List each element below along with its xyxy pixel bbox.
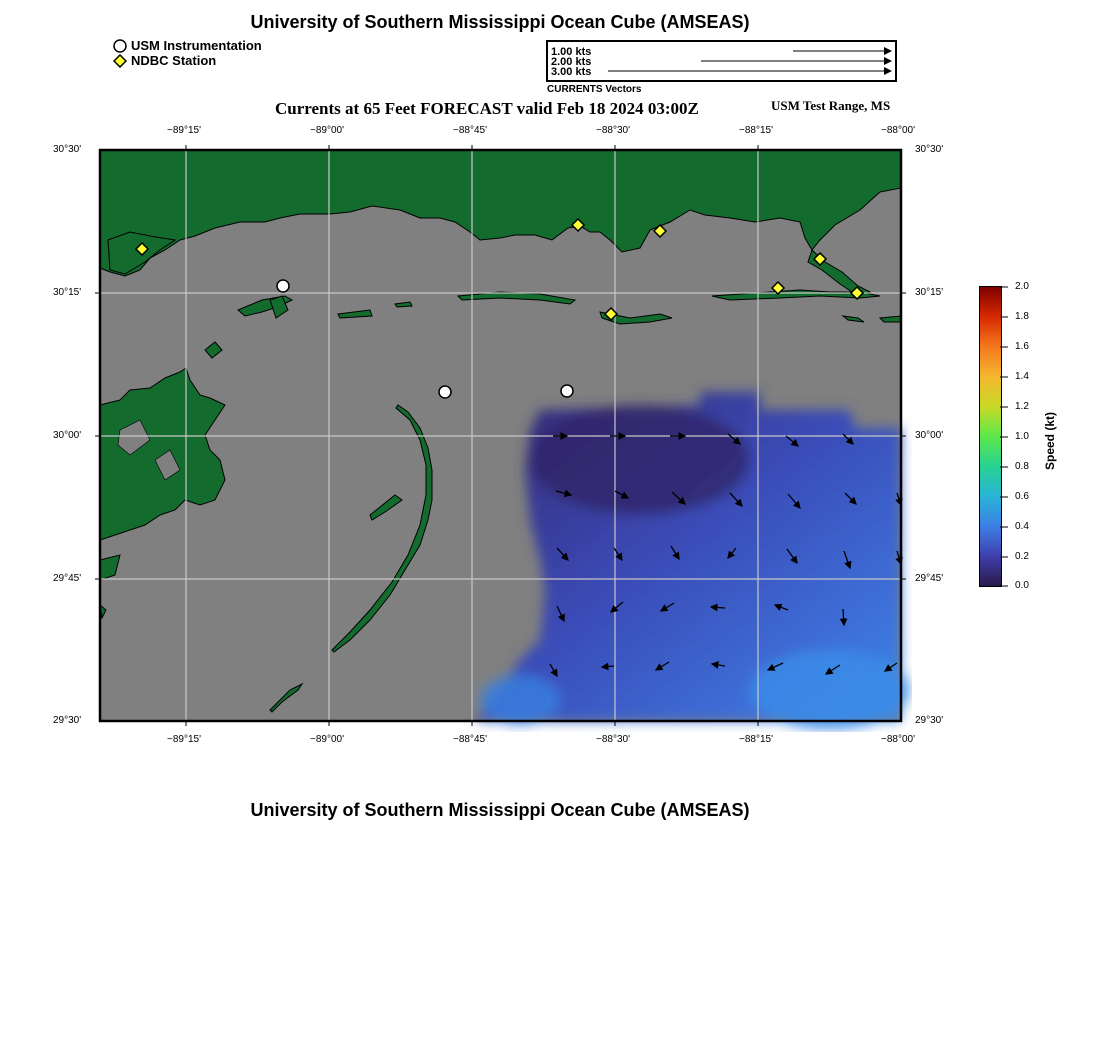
lat-label-left-2: 30°15' [53,287,82,298]
lat-label-right-2: 30°15' [915,287,944,298]
vector-legend-row-2: 2.00 kts [551,56,592,68]
colorbar-tick: 1.8 [1015,311,1029,322]
lon-label-bottom-3: −88°45' [453,734,487,745]
legend-ndbc [113,53,216,68]
colorbar-tick: 1.2 [1015,401,1029,412]
current-speed-field [475,392,910,730]
lat-label-left-5: 29°30' [53,715,82,726]
lon-label-bottom-4: −88°30' [596,734,630,745]
map-subtitle: Currents at 65 Feet FORECAST valid Feb 18 2024 03:00Z [275,99,699,118]
lon-label-top-2: −89°00' [310,125,344,136]
lon-label-bottom-2: −89°00' [310,734,344,745]
lon-label-top-5: −88°15' [739,125,773,136]
colorbar-tick: 0.2 [1015,551,1029,562]
vector-legend-box [546,40,897,82]
lon-label-top-3: −88°45' [453,125,487,136]
lat-label-left-3: 30°00' [53,430,82,441]
vector-legend-row-3: 3.00 kts [551,66,592,78]
usm-station-marker[interactable] [439,386,451,398]
region-label: USM Test Range, MS [771,98,891,113]
lat-label-right-3: 30°00' [915,430,944,441]
legend-usm [113,38,262,53]
vector-legend-row-1: 1.00 kts [551,46,592,58]
yellow-diamond-icon [113,54,127,68]
colorbar-tick: 0.6 [1015,491,1029,502]
lat-label-right-1: 30°30' [915,144,944,155]
footer-title: University of Southern Mississippi Ocean Cube (AMSEAS) [250,800,750,820]
vector-legend-arrows [548,42,895,80]
usm-station-marker[interactable] [277,280,289,292]
lat-label-right-4: 29°45' [915,573,944,584]
colorbar-tick: 1.6 [1015,341,1029,352]
colorbar-tick: 1.0 [1015,431,1029,442]
white-circle-icon [113,39,127,53]
colorbar-tick: 0.8 [1015,461,1029,472]
lon-label-bottom-1: −89°15' [167,734,201,745]
colorbar-tick-marks [1000,286,1012,587]
colorbar-tick: 1.4 [1015,371,1029,382]
colorbar-tick: 2.0 [1015,281,1029,292]
lon-label-top-1: −89°15' [167,125,201,136]
colorbar-tick: 0.4 [1015,521,1029,532]
page-title: University of Southern Mississippi Ocean Cube (AMSEAS) [250,12,750,32]
legend-ndbc-label: NDBC Station [131,53,217,68]
vector-legend-caption: CURRENTS Vectors [547,84,642,95]
map-canvas[interactable] [90,140,912,732]
lon-label-bottom-6: −88°00' [881,734,915,745]
colorbar-tick: 0.0 [1015,580,1029,591]
lon-label-bottom-5: −88°15' [739,734,773,745]
colorbar-title: Speed (kt) [1043,411,1057,470]
speed-colorbar [979,286,1002,587]
lat-label-right-5: 29°30' [915,715,944,726]
lat-label-left-1: 30°30' [53,144,82,155]
legend-usm-label: USM Instrumentation [131,38,262,53]
lat-label-left-4: 29°45' [53,573,82,584]
usm-station-marker[interactable] [561,385,573,397]
lon-label-top-4: −88°30' [596,125,630,136]
lon-label-top-6: −88°00' [881,125,915,136]
